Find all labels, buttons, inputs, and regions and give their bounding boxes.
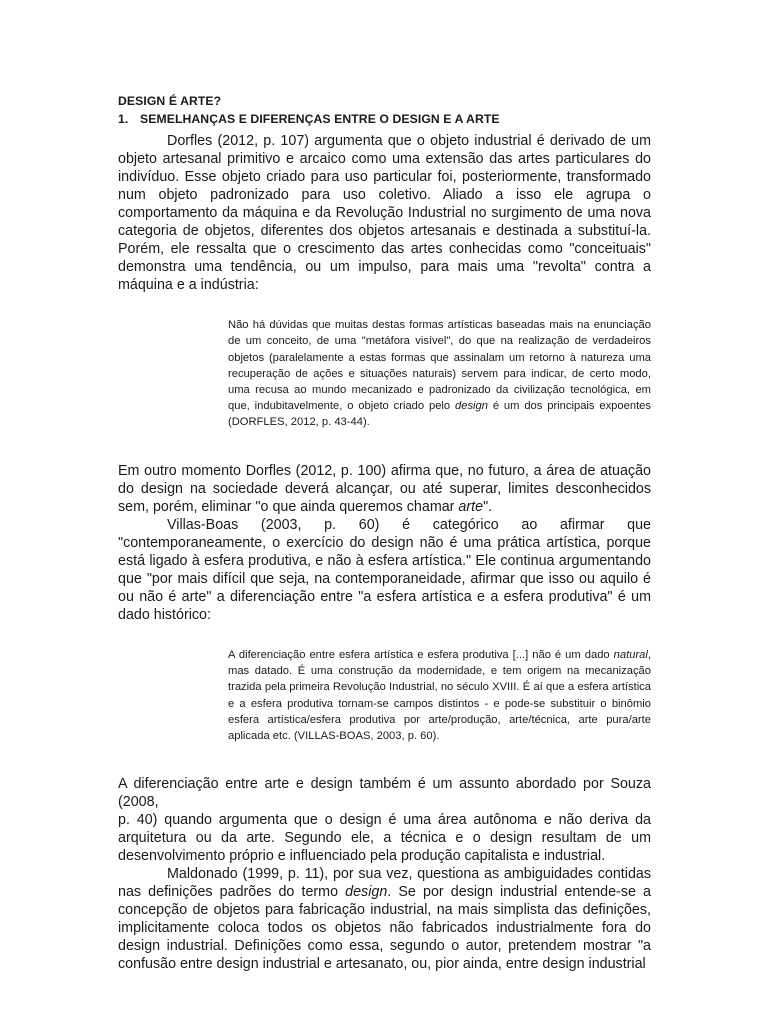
paragraph-villas-boas: Villas-Boas (2003, p. 60) é categórico ao afirmar que "contemporaneamente, o exercício do design não é uma prática artística, porque está ligado à esfera produtiva, e não à esfera artística." Ele continua argumentando que "por mais difícil que seja, na contemporaneidade, afirmar que isso ou aquilo é ou não é arte" a diferenciação entre "a esfera artística e a esfera produtiva" é um dado histórico: [118,516,651,623]
paragraph-text: Em outro momento Dorfles (2012, p. 100) afirma que, no futuro, a área de atuação do design na sociedade deverá alcançar, ou até superar, limites desconhecidos sem, porém, eliminar "o que ainda queremos chamar [118,462,651,515]
paragraph-souza: p. 40) quando argumenta que o design é uma área autônoma e não deriva da arquitetura ou da arte. Segundo ele, a técnica e o design resultam de um desenvolvimento próprio e influenciado pela produção capitalista e industrial. [118,812,651,865]
paragraph-text: . Se por design industrial entende-se a concepção de objetos para fabricação industrial, na mais simplista das definições, implicitamente coloca todos os objetos não fabricados industrialmente fora do design industrial. Definições como essa, segundo o autor, pretendem mostrar "a confusão entre design industrial e artesanato, ou, pior ainda, entre design industrial [118,884,651,973]
quote-text: é um dos principais expoentes (DORFLES, 2012, p. 43-44). [228,400,651,429]
quote-emphasis: design [455,400,488,413]
paragraph-emphasis: design [345,884,388,901]
document-body [118,92,651,973]
quote-text: A diferenciação entre esfera artística e esfera produtiva [...] não é um dado [228,648,614,661]
block-quote-villas-boas [228,647,651,744]
section-number: 1. [118,112,129,126]
quote-text: , mas datado. É uma construção da modernidade, e tem origem na mecanização trazida pela primeira Revolução Industrial, no século XVIII. É aí que a esfera artística e a esfera produtiva tornam-se campos distintos - e pode-se substituir o binômio esfera artística/esfera produtiva por arte/produção, arte/técnica, arte pura/arte aplicada etc. (VILLAS-BOAS, 2003, p. 60). [228,648,651,742]
block-quote-dorfles [228,317,651,430]
paragraph-text: Maldonado (1999, p. 11), por sua vez, questiona as ambiguidades contidas nas definições padrões do termo [118,866,651,901]
paragraph-text: ". [483,498,493,515]
quote-emphasis: natural [613,648,648,661]
section-title: SEMELHANÇAS E DIFERENÇAS ENTRE O DESIGN E A ARTE [140,112,500,126]
document-title: DESIGN É ARTE? [118,94,222,108]
paragraph-dorfles-future [118,462,651,516]
paragraph-emphasis: arte [458,498,484,515]
paragraph-maldonado [118,865,651,973]
section-heading [118,110,651,128]
quote-text: Não há dúvidas que muitas destas formas artísticas baseadas mais na enunciação de um conceito, de uma "metáfora visível", do que na realização de verdadeiros objetos (paralelamente a estas formas que assinalam um retorno à natureza uma recuperação de ações e situações naturais) servem para indicar, de certo modo, uma recusa ao mundo mecanizado e padronizado da civilização tecnológica, em que, indubitavelmente, o objeto criado pelo [228,319,651,413]
paragraph-souza-line: A diferenciação entre arte e design também é um assunto abordado por Souza (2008, [118,776,651,811]
paragraph-dorfles-intro: Dorfles (2012, p. 107) argumenta que o objeto industrial é derivado de um objeto artesanal primitivo e arcaico como uma extensão das artes particulares do indivíduo. Esse objeto criado para uso particular foi, posteriormente, transformado num objeto padronizado para uso coletivo. Aliado a isso ele agrupa o comportamento da máquina e da Revolução Industrial no surgimento de uma nova categoria de objetos, diferentes dos objetos artesanais e destinada a substituí-la. Porém, ele ressalta que o crescimento das artes conhecidas como "conceituais" demonstra uma tendência, ou um impulso, para mais uma "revolta" contra a máquina e a indústria: [118,133,651,293]
